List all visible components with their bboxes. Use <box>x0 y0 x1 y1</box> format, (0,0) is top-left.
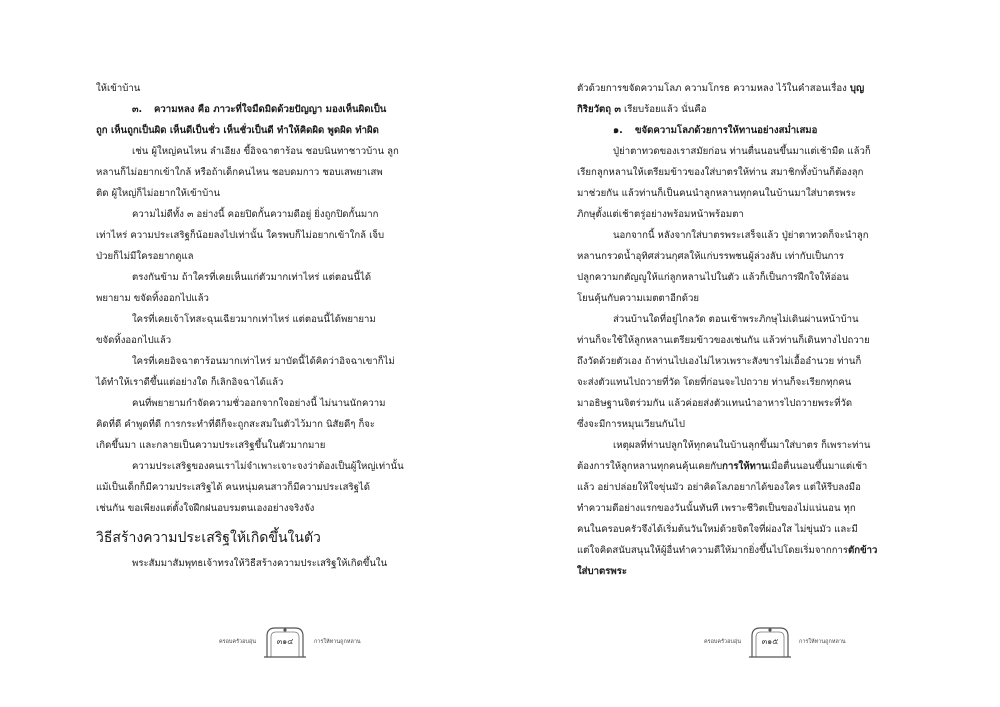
paragraph-line: เหตุผลที่ท่านปลูกให้ทุกคนในบ้านลุกขึ้นมาใส่บาตร ก็เพราะท่าน <box>613 440 871 451</box>
text-run: ตัวด้วยการขจัดความโลภ ความโกรธ ความหลง ไว้ในคำสอนเรื่อง <box>577 83 847 94</box>
paragraph-line: แล้ว อย่าปล่อยให้ใจขุ่นมัว อย่าคิดโลภอยากได้ของใคร แต่ให้รีบลงมือ <box>577 482 861 493</box>
paragraph-line: คนที่พยายามกำจัดความชั่วออกจากใจอย่างนี้ ไม่นานนักความ <box>132 398 386 409</box>
left-footer <box>186 624 386 660</box>
footer-chapter-title: การให้ทานถูกหลาน <box>314 639 361 645</box>
paragraph-line: แม้เป็นเด็กก็มีความประเสริฐได้ คนหนุ่มคนสาวก็มีความประเสริฐได้ <box>96 482 370 493</box>
paragraph-line: เช่น ผู้ใหญ่คนไหน ลำเอียง ขี้อิจฉาตาร้อน ชอบนินทาชาวบ้าน ลูก <box>132 146 399 157</box>
paragraph-line: ตรงกันข้าม ถ้าใครที่เคยเห็นแก่ตัวมากเท่าไหร่ แต่ตอนนี้ได้ <box>132 272 372 283</box>
paragraph-line: ติด ผู้ใหญ่ก็ไม่อยากให้เข้าบ้าน <box>96 188 221 199</box>
right-footer <box>671 624 871 660</box>
paragraph-line: ถึงวัดด้วยตัวเอง ถ้าท่านไปเองไม่ไหวเพราะสังขารไม่เอื้ออำนวย ท่านก็ <box>577 356 862 367</box>
paragraph-line: ใครที่เคยอิจฉาตาร้อนมากเท่าไหร่ มาบัดนี้ได้คิดว่าอิจฉาเขาก็ไม่ <box>132 356 395 367</box>
paragraph-line: มาช่วยกัน แล้วท่านก็เป็นคนนำลูกหลานทุกคนในบ้านมาใส่บาตรพระ <box>577 188 856 199</box>
paragraph-line: คนในครอบครัวจึงได้เริ่มต้นวันใหม่ด้วยจิตใจที่ผ่องใส ไม่ขุ่นมัว และมี <box>577 524 858 535</box>
paragraph-line: ใส่บาตรพระ <box>577 566 628 577</box>
paragraph-line: พยายาม ขจัดทิ้งออกไปแล้ว <box>96 293 209 304</box>
bold-term: กิริยวัตถุ ๓ <box>577 104 621 115</box>
paragraph-line: โยนคุ้นกับความเมตตาอีกด้วย <box>577 293 699 304</box>
paragraph-line: คิดที่ดี คำพูดที่ดี การกระทำที่ดีก็จะถูกสะสมในตัวไว้มาก นิสัยดีๆ ก็จะ <box>96 419 376 430</box>
bold-term: บุญ <box>849 83 865 94</box>
paragraph-line: ป่วยก็ไม่มีใครอยากดูแล <box>96 251 194 262</box>
footer-book-title: ครอบครัวอบอุ่น <box>703 639 741 645</box>
item-number: ๓. <box>132 104 143 115</box>
paragraph-line <box>577 456 912 477</box>
item-1-heading <box>577 120 912 141</box>
page-number: ๓๑๕ <box>761 637 779 646</box>
paragraph-line <box>577 78 912 99</box>
paragraph-line <box>577 99 912 120</box>
paragraph-line: ปู่ย่าตาทวดของเราสมัยก่อน ท่านตื่นนอนขึ้นมาแต่เช้ามืด แล้วก็ <box>613 146 871 157</box>
text-run: เรียบร้อยแล้ว นั่นคือ <box>623 104 707 115</box>
item-3-heading <box>96 99 426 120</box>
item-heading-text: ความหลง คือ ภาวะที่ใจมืดมิดด้วยปัญญา มองเห็นผิดเป็น <box>154 104 387 115</box>
paragraph-line: นอกจากนี้ หลังจากใส่บาตรพระเสร็จแล้ว ปู่ย่าตาทวดก็จะนำลูก <box>613 230 869 241</box>
paragraph-line: จะส่งตัวแทนไปถวายที่วัด โดยที่ก่อนจะไปถวาย ท่านก็จะเรียกทุกคน <box>577 377 852 388</box>
paragraph-line: หลานก็ไม่อยากเข้าใกล้ หรือถ้าเด็กคนไหน ชอบดมกาว ชอบเสพยาเสพ <box>96 167 383 178</box>
text-run: ต้องการให้ลูกหลานทุกคนคุ้นเคยกับ <box>577 461 723 472</box>
paragraph-line: ทำความดีอย่างแรกของวันนั้นทันที เพราะชีวิตเป็นของไม่แน่นอน ทุก <box>577 503 856 514</box>
page-number: ๓๑๔ <box>276 637 294 646</box>
bold-term: ตักข้าว <box>848 545 878 556</box>
bold-term: การให้ทาน <box>722 461 768 472</box>
item-heading-text: ขจัดความโลภด้วยการให้ทานอย่างสม่ำเสมอ <box>635 125 818 136</box>
section-heading: วิธีสร้างความประเสริฐให้เกิดขึ้นในตัว <box>96 530 321 546</box>
paragraph-line: ซึ่งจะมีการหมุนเวียนกันไป <box>577 419 685 430</box>
text-line: ให้เข้าบ้าน <box>96 83 141 94</box>
paragraph-line <box>577 540 912 561</box>
paragraph-line: เรียกลูกหลานให้เตรียมข้าวของใส่บาตรให้ท่าน สมาชิกทั้งบ้านก็ต้องลุก <box>577 167 864 178</box>
item-number: ๑. <box>613 125 623 136</box>
footer-book-title: ครอบครัวอบอุ่น <box>218 639 256 645</box>
footer-chapter-title: การให้ทานถูกหลาน <box>799 639 846 645</box>
paragraph-line: เท่าไหร่ ความประเสริฐก็น้อยลงไปเท่านั้น ใครพบก็ไม่อยากเข้าใกล้ เจ็บ <box>96 230 385 241</box>
paragraph-line: มาอธิษฐานจิตร่วมกัน แล้วค่อยส่งตัวแทนนำอาหารไปถวายพระที่วัด <box>577 398 853 409</box>
paragraph-line: เกิดขึ้นมา และกลายเป็นความประเสริฐขึ้นในตัวมากมาย <box>96 440 326 451</box>
paragraph-line: หลานกรวดน้ำอุทิศส่วนกุศลให้แก่บรรพชนผู้ล่วงลับ เท่ากับเป็นการ <box>577 251 844 262</box>
paragraph-line: ใครที่เคยเจ้าโทสะฉุนเฉียวมากเท่าไหร่ แต่ตอนนี้ได้พยายาม <box>132 314 376 325</box>
left-page <box>96 78 426 574</box>
paragraph-line: พระสัมมาสัมพุทธเจ้าทรงให้วิธีสร้างความประเสริฐให้เกิดขึ้นใน <box>132 558 388 569</box>
paragraph-line: เช่นกัน ขอเพียงแต่ตั้งใจฝึกฝนอบรมตนเองอย่างจริงจัง <box>96 503 315 514</box>
paragraph-line: ปลูกความกตัญญูให้แก่ลูกหลานไปในตัว แล้วก็เป็นการฝึกใจให้อ่อน <box>577 272 849 283</box>
text-run: เมื่อตื่นนอนขึ้นมาแต่เช้า <box>767 461 868 472</box>
right-page <box>577 78 912 582</box>
item-3-heading-cont: ถูก เห็นถูกเป็นผิด เห็นดีเป็นชั่ว เห็นชั่วเป็นดี ทำให้คิดผิด พูดผิด ทำผิด <box>96 125 379 136</box>
paragraph-line: ภิกษุตั้งแต่เช้าตรู่อย่างพร้อมหน้าพร้อมตา <box>577 209 744 220</box>
paragraph-line: ท่านก็จะใช้ให้ลูกหลานเตรียมข้าวของเช่นกัน แล้วท่านก็เดินทางไปถวาย <box>577 335 870 346</box>
text-run: แต่ใจคิดสนับสนุนให้ผู้อื่นทำความดีให้มากยิ่งขึ้นไปโดยเริ่มจากการ <box>577 545 849 556</box>
paragraph-line: ความไม่ดีทั้ง ๓ อย่างนี้ คอยปิดกั้นความดีอยู่ ยิ่งถูกปิดกั้นมาก <box>132 209 379 220</box>
paragraph-line: ได้ทำให้เราดีขึ้นแต่อย่างใด ก็เลิกอิจฉาได้แล้ว <box>96 377 284 388</box>
paragraph-line: ขจัดทิ้งออกไปแล้ว <box>96 335 172 346</box>
paragraph-line: ความประเสริฐของคนเราไม่จำเพาะเจาะจงว่าต้องเป็นผู้ใหญ่เท่านั้น <box>132 461 404 472</box>
paragraph-line: ส่วนบ้านใดที่อยู่ไกลวัด ตอนเช้าพระภิกษุไม่เดินผ่านหน้าบ้าน <box>613 314 859 325</box>
